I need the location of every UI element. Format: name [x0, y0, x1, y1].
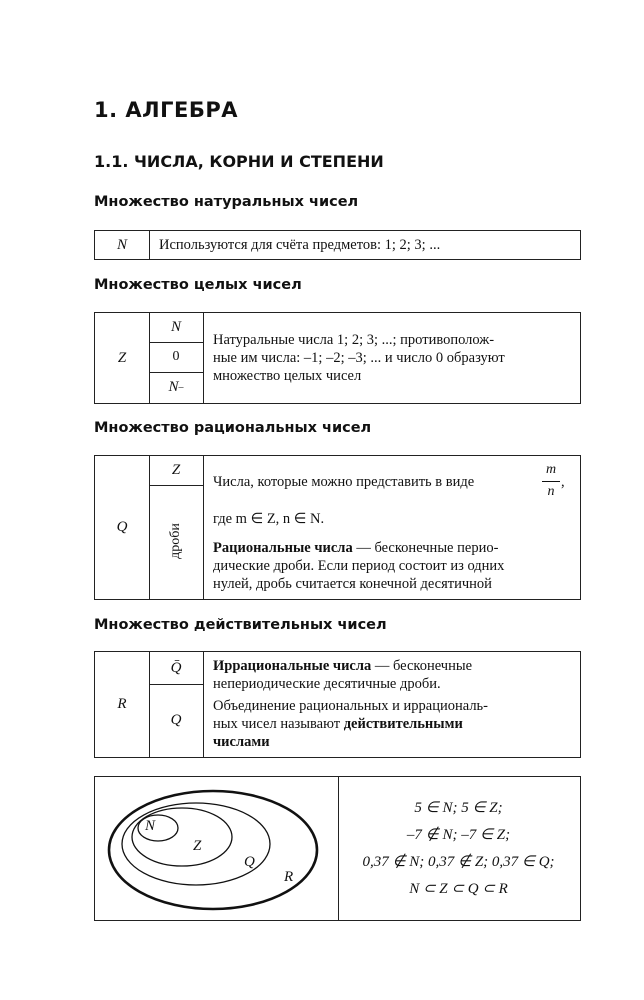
label-q: Q [244, 854, 255, 870]
relation-line-4: N ⊂ Z ⊂ Q ⊂ R [409, 881, 508, 897]
fraction-denominator: n [547, 484, 555, 499]
integers-part-zero: 0 [172, 349, 180, 364]
integers-text-line-3: множество целых чисел [213, 368, 362, 384]
rational-definition [213, 539, 575, 593]
real-union-plain: ных чисел называют [213, 716, 344, 732]
integers-table [94, 312, 581, 404]
real-def-line-2: непериодические десятичные дроби. [213, 676, 441, 692]
relation-line-3: 0,37 ∉ N; 0,37 ∉ Z; 0,37 ∈ Q; [362, 854, 555, 870]
relation-line-1: 5 ∈ N; 5 ∈ Z; [414, 800, 503, 816]
natural-table [94, 230, 581, 260]
fraction-comma: , [561, 474, 565, 490]
rational-def-line-3: нулей, дробь считается конечной десятичной [213, 576, 492, 592]
real-union-bold-b: числами [213, 734, 270, 750]
label-z: Z [193, 838, 202, 854]
rational-def-rest: — бесконечные перио- [352, 540, 499, 556]
rational-part-fractions: дроби [168, 523, 183, 559]
real-bold-term: Иррациональные числа [213, 658, 372, 674]
integers-text [213, 331, 573, 385]
integers-part-natural: N [170, 319, 181, 335]
natural-symbol: N [116, 236, 127, 253]
real-union-line-1: Объединение рациональных и иррациональ- [213, 698, 488, 714]
fraction-numerator: m [545, 462, 557, 477]
real-definition [213, 657, 575, 751]
rational-table [94, 455, 581, 600]
rational-heading: Множество рациональных чисел [94, 420, 372, 436]
real-table [94, 651, 581, 758]
integers-text-line-1: Натуральные числа 1; 2; 3; ...; противополож- [213, 332, 495, 348]
real-part-irrational: Q̄ [170, 659, 182, 676]
label-r: R [284, 869, 294, 885]
fraction-bar [542, 481, 560, 482]
set-r-ellipse [109, 791, 317, 909]
set-n-ellipse [138, 815, 178, 841]
integers-text-line-2: ные им числа: –1; –2; –3; ... и число 0 образуют [213, 350, 505, 366]
section-title: 1.1. ЧИСЛА, КОРНИ И СТЕПЕНИ [94, 152, 384, 171]
real-heading: Множество действительных чисел [94, 617, 387, 633]
diagram-table [94, 776, 581, 921]
relation-line-2: –7 ∉ N; –7 ∈ Z; [406, 827, 511, 843]
rational-symbol: Q [116, 519, 128, 535]
natural-text: Используются для счёта предметов: 1; 2; 3; ... [159, 237, 441, 253]
real-symbol: R [117, 696, 127, 712]
integers-symbol: Z [117, 349, 127, 366]
negative-n-symbol: N [168, 378, 179, 395]
rational-bold-term: Рациональные числа [213, 540, 353, 556]
natural-heading: Множество натуральных чисел [94, 194, 359, 210]
chapter-title: 1. АЛГЕБРА [94, 98, 238, 122]
rational-part-integers: Z [171, 462, 181, 478]
real-union-bold-a: действительными [343, 716, 463, 732]
rational-line-2: где m ∈ Z, n ∈ N. [213, 511, 325, 527]
label-n: N [145, 818, 156, 834]
integers-heading: Множество целых чисел [94, 277, 302, 293]
real-part-rational: Q [170, 711, 182, 728]
venn-diagram [95, 777, 338, 919]
negative-subscript: – [178, 381, 184, 393]
integers-part-negative [149, 372, 203, 402]
real-def-rest: — бесконечные [371, 658, 473, 674]
rational-def-line-2: дические дроби. Если период состоит из одних [213, 558, 505, 574]
relations-panel [338, 777, 579, 920]
rational-line-1: Числа, которые можно представить в виде [213, 474, 475, 490]
